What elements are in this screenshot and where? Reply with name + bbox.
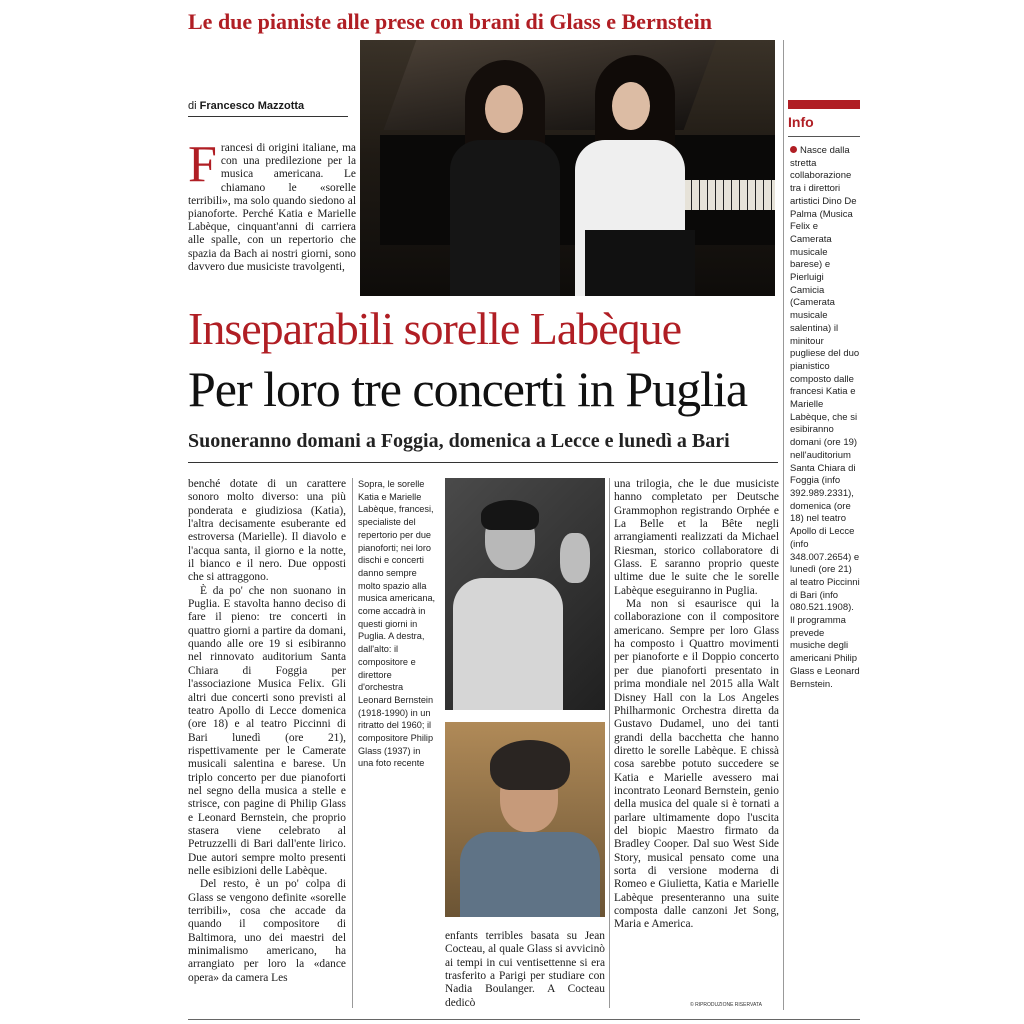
article-column-3: [614, 478, 779, 1018]
paragraph: Del resto, è un po' colpa di Glass se vengono definite «sorelle terribili», cosa che accade da quando il compositore di Baltimora, uno dei maestri del minimalismo americano, ha arrangiato per loro la «dance opera» da camera Les: [188, 878, 346, 984]
column-divider: [609, 478, 610, 1008]
column-divider: [352, 478, 353, 1008]
copyright-notice: © RIPRODUZIONE RISERVATA: [690, 1002, 762, 1008]
info-body: Nasce dalla stretta collaborazione tra i direttori artistici Dino De Palma (Musica Felix e Camerata musicale barese) e Pierluigi Camicia (Camerata musicale salentina) il minitour pugliese del duo pianistico composto dalle francesi Katia e Marielle Labèque, che si esibiranno domani (ore 19) nell'auditorium Santa Chiara di Foggia (info 392.989.2331), domenica (ore 18) nel teatro Apollo di Lecce (info 348.007.2654) e lunedì (ore 21) al teatro Piccinni di Bari (info 080.521.1908). Il programma prevede musiche degli americani Philip Glass e Leonard Bernstein.: [790, 145, 860, 690]
photo-leonard-bernstein: [445, 478, 605, 710]
bernstein-hand: [560, 533, 590, 583]
katia-face: [485, 85, 523, 133]
headline-primary: Inseparabili sorelle Labèque: [188, 303, 682, 354]
intro-paragraph: [188, 142, 356, 302]
bernstein-hair: [481, 500, 539, 530]
bernstein-figure: [453, 578, 563, 710]
kicker: Le due pianiste alle prese con brani di Glass e Bernstein: [188, 9, 712, 34]
marielle-legs: [585, 230, 695, 296]
katia-figure: [450, 140, 560, 296]
bullet-icon: [790, 146, 797, 153]
glass-hair: [490, 740, 570, 790]
page-bottom-rule: [188, 1019, 860, 1020]
glass-figure: [460, 832, 600, 917]
dropcap: F: [188, 142, 217, 193]
intro-text: rancesi di origini italiane, ma con una predilezione per la musica americana. Le chiamano le «sorelle terribili», ma solo quando siedono al pianoforte. Perché Katia e Marielle Labèque, cinquant'anni di carriera alle spalle, con un repertorio che spazia da Bach ai nostri giorni, sono davvero due musiciste travolgenti,: [188, 142, 356, 273]
headline-secondary: Per loro tre concerti in Puglia: [188, 361, 748, 417]
photo-labeque-sisters: [360, 40, 775, 296]
info-accent-bar: [788, 100, 860, 109]
photo-caption: Sopra, le sorelle Katia e Marielle Labèque, francesi, specialiste del repertorio per due pianoforti; nei loro dischi e concerti danno sempre molto spazio alla musica americana, come accadrà in questi giorni in Puglia. A destra, dall'alto: il compositore e direttore d'orchestra Leonard Bernstein (1918-1990) in un ritratto del 1960; il compositore Philip Glass (1937) in una foto recente: [358, 479, 436, 769]
info-box-text: [790, 145, 860, 745]
paragraph: una trilogia, che le due musiciste hanno completato per Deutsche Grammophon registrando Orphée e La Belle et la Bête negli arrangiamenti realizzati da Michael Riesman, storico collaboratore di Glass. E saranno proprio queste ultime due le suite che le sorelle Labèque eseguiranno in Puglia.: [614, 478, 779, 597]
byline-prefix: di: [188, 100, 197, 112]
article-column-1: [188, 478, 346, 1014]
byline-author: Francesco Mazzotta: [199, 100, 305, 112]
info-box-title: Info: [788, 114, 860, 137]
subheadline: Suoneranno domani a Foggia, domenica a Lecce e lunedì a Bari: [188, 430, 730, 452]
marielle-face: [612, 82, 650, 130]
column-divider: [783, 40, 784, 1010]
paragraph: È da po' che non suonano in Puglia. E stavolta hanno deciso di fare il pieno: tre concerti in quattro giorni a partire da domani, quando alle ore 19 si esibiranno nel rinnovato auditorium Santa Chiara di Foggia per l'associazione Musica Felix. Gli altri due concerti sono previsti al teatro Apollo di Lecce domenica (ore 18) e al teatro Piccinni di Bari lunedì (ore 21), rispettivamente per le Camerate musicali salentina e barese. Un triplo concerto per due pianoforti nel segno della musica a stelle e strisce, con pagine di Philip Glass e Leonard Bernstein, che proprio stasera viene celebrato al Petruzzelli di Bari dall'ente lirico. Due autori sempre molto presenti nelle esibizioni delle Labèque.: [188, 584, 346, 877]
article-column-2: [445, 930, 605, 1020]
byline: [188, 100, 348, 117]
paragraph: Ma non si esaurisce qui la collaborazione con il compositore americano. Sempre per loro Glass ha composto i Quattro movimenti per pianoforte e il Doppio concerto per due pianoforti presentato in prima mondiale nel 2015 alla Walt Disney Hall con la Los Angeles Philharmonic Orchestra diretta da Gustavo Dudamel, uno dei tanti grandi della bacchetta che hanno diretto le sorelle Labèque. E chissà cosa sarebbe potuto succedere se Katia e Marielle avessero mai incontrato Leonard Bernstein, genio della musica del quale si è tornati a parlare ultimamente dopo l'uscita del biopic Maestro firmato da Bradley Cooper. Dal suo West Side Story, musical pensato come una sorta di versione moderna di Romeo e Giulietta, Katia e Marielle Labèque presenteranno una suite composta dalle canzoni Jet Song, Maria e America.: [614, 598, 779, 931]
paragraph: benché dotate di un carattere sonoro molto diverso: una più ponderata e giudiziosa (Katia), l'altra decisamente esuberante ed estroversa (Marielle). Il diavolo e l'acqua santa, il giorno e la notte, il bianco e il nero. Due opposti che si attraggono.: [188, 478, 346, 584]
divider: [188, 462, 778, 463]
paragraph: enfants terribles basata su Jean Cocteau, al quale Glass si avvicinò ai tempi in cui ventisettenne si era trasferito a Parigi per studiare con Nadia Boulanger. A Cocteau dedicò: [445, 930, 605, 1009]
photo-philip-glass: [445, 722, 605, 917]
